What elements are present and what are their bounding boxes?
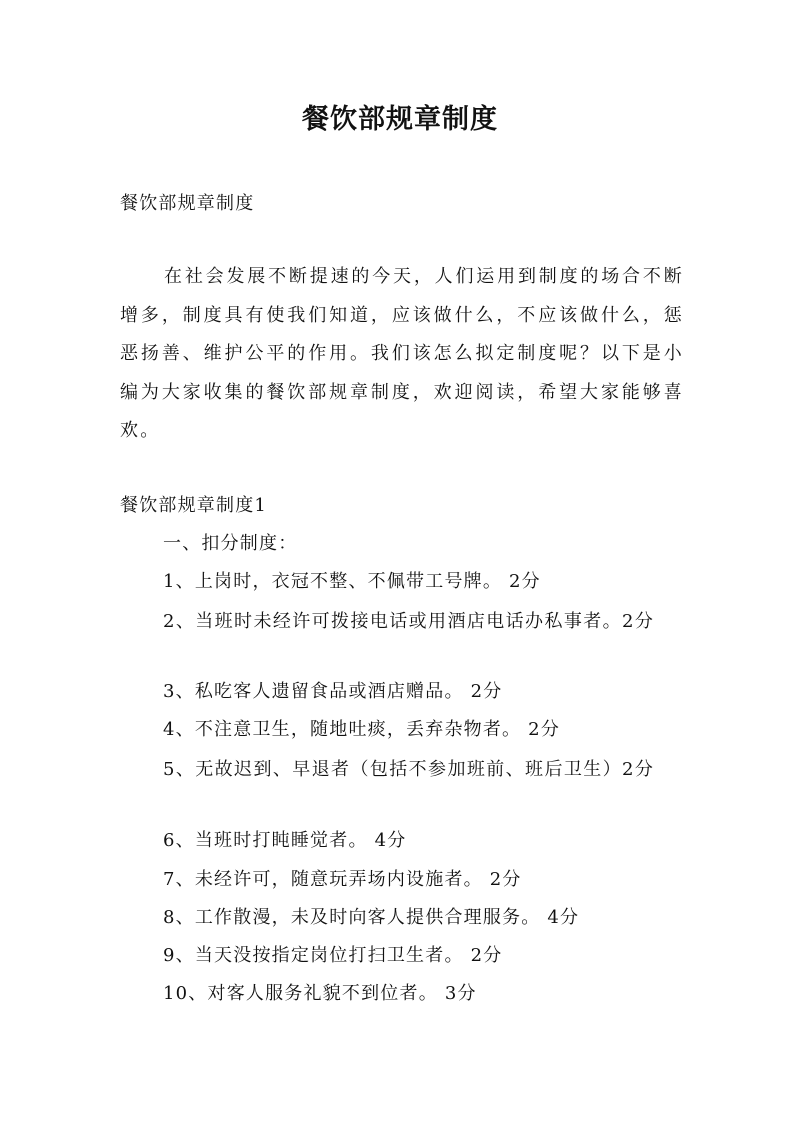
list-item: 8、工作散漫，未及时向客人提供合理服务。 4分 (163, 907, 580, 928)
list-item: 4、不注意卫生，随地吐痰，丢弃杂物者。 2分 (163, 719, 561, 740)
list-item: 7、未经许可，随意玩弄场内设施者。 2分 (163, 869, 522, 890)
subsection-heading: 一、扣分制度： (163, 533, 298, 554)
list-item: 3、私吃客人遗留食品或酒店赠品。 2分 (163, 681, 503, 702)
list-item: 5、无故迟到、早退者（包括不参加班前、班后卫生）2分 (163, 759, 655, 780)
list-item: 9、当天没按指定岗位打扫卫生者。 2分 (163, 945, 503, 966)
list-item: 2、当班时未经许可拨接电话或用酒店电话办私事者。2分 (163, 611, 655, 632)
list-item: 6、当班时打盹睡觉者。 4分 (163, 830, 407, 851)
section-heading: 餐饮部规章制度1 (120, 495, 268, 516)
intro-paragraph: 在社会发展不断提速的今天，人们运用到制度的场合不断增多，制度具有使我们知道，应该做什么，不应该做什么，惩恶扬善、维护公平的作用。我们该怎么拟定制度呢？以下是小编为大家收集的餐饮部规章制度，欢迎阅读，希望大家能够喜欢。 (120, 266, 684, 441)
list-item: 10、对客人服务礼貌不到位者。 3分 (163, 983, 477, 1004)
subtitle: 餐饮部规章制度 (120, 193, 255, 214)
page-title: 餐饮部规章制度 (302, 104, 498, 135)
list-item: 1、上岗时，衣冠不整、不佩带工号牌。 2分 (163, 571, 541, 592)
